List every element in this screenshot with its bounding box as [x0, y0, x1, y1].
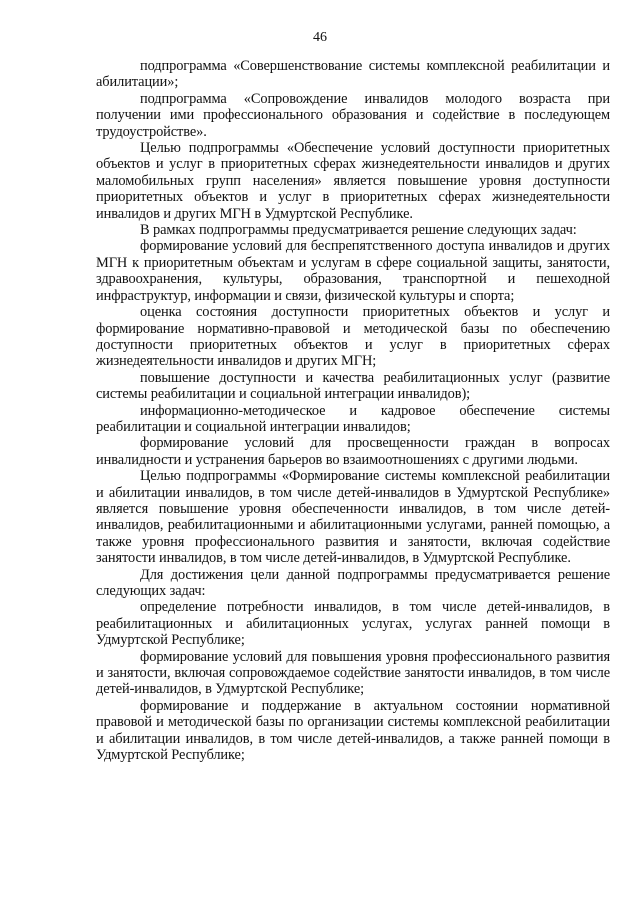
paragraph: подпрограмма «Совершенствование системы комплексной реабилитации и абилитации»; [96, 58, 610, 91]
paragraph: оценка состояния доступности приоритетных объектов и услуг и формирование нормативно-правовой и методической базы по обеспечению доступности приоритетных объектов и услуг в приоритетных сферах жизнедеятельности инвалидов и других МГН; [96, 304, 610, 370]
paragraph: формирование и поддержание в актуальном состоянии нормативной правовой и методической базы по организации системы комплексной реабилитации и абилитации инвалидов, в том числе детей-инвалидов, а также ранней помощи в Удмуртской Республике; [96, 697, 610, 764]
paragraph: В рамках подпрограммы предусматривается решение следующих задач: [140, 222, 577, 239]
paragraph: Для достижения цели данной подпрограммы предусматривается решение следующих задач: [96, 566, 610, 599]
page-number: 46 [313, 30, 327, 45]
paragraph: формирование условий для просвещенности граждан в вопросах инвалидности и устранения барьеров во взаимоотношениях с другими людьми. [96, 435, 610, 468]
paragraph: определение потребности инвалидов, в том числе детей-инвалидов, в реабилитационных и абилитационных услугах, услугах ранней помощи в Удмуртской Республике; [96, 599, 610, 649]
paragraph: Целью подпрограммы «Формирование системы комплексной реабилитации и абилитации инвалидов, в том числе детей-инвалидов в Удмуртской Республике» является повышение уровня обеспеченности инвалидов, в том числе детей-инвалидов, реабилитационными и абилитационными услугами, ранней помощью, а также уровня профессионального развития и занятости, включая содействие занятости инвалидов, в том числе детей-инвалидов, в Удмуртской Республике. [96, 468, 610, 567]
paragraph: повышение доступности и качества реабилитационных услуг (развитие системы реабилитации и социальной интеграции инвалидов); [96, 369, 610, 403]
paragraph: информационно-методическое и кадровое обеспечение системы реабилитации и социальной интеграции инвалидов; [96, 402, 610, 435]
document-body [96, 58, 610, 763]
paragraph: формирование условий для беспрепятственного доступа инвалидов и других МГН к приоритетным объектам и услугам в сфере социальной защиты, занятости, здравоохранения, культуры, образования, транспортной и пешеходной инфраструктур, информации и связи, физической культуры и спорта; [96, 238, 610, 304]
paragraph: Целью подпрограммы «Обеспечение условий доступности приоритетных объектов и услуг в приоритетных сферах жизнедеятельности инвалидов и других маломобильных групп населения» является повышение уровня доступности приоритетных объектов и услуг в приоритетных сферах жизнедеятельности инвалидов и других МГН в Удмуртской Республике. [96, 140, 610, 222]
paragraph: подпрограмма «Сопровождение инвалидов молодого возраста при получении ими профессионального образования и содействие в последующем трудоустройстве». [96, 90, 610, 140]
paragraph: формирование условий для повышения уровня профессионального развития и занятости, включая сопровождаемое содействие занятости инвалидов, в том числе детей-инвалидов, в Удмуртской Республике; [96, 648, 610, 698]
